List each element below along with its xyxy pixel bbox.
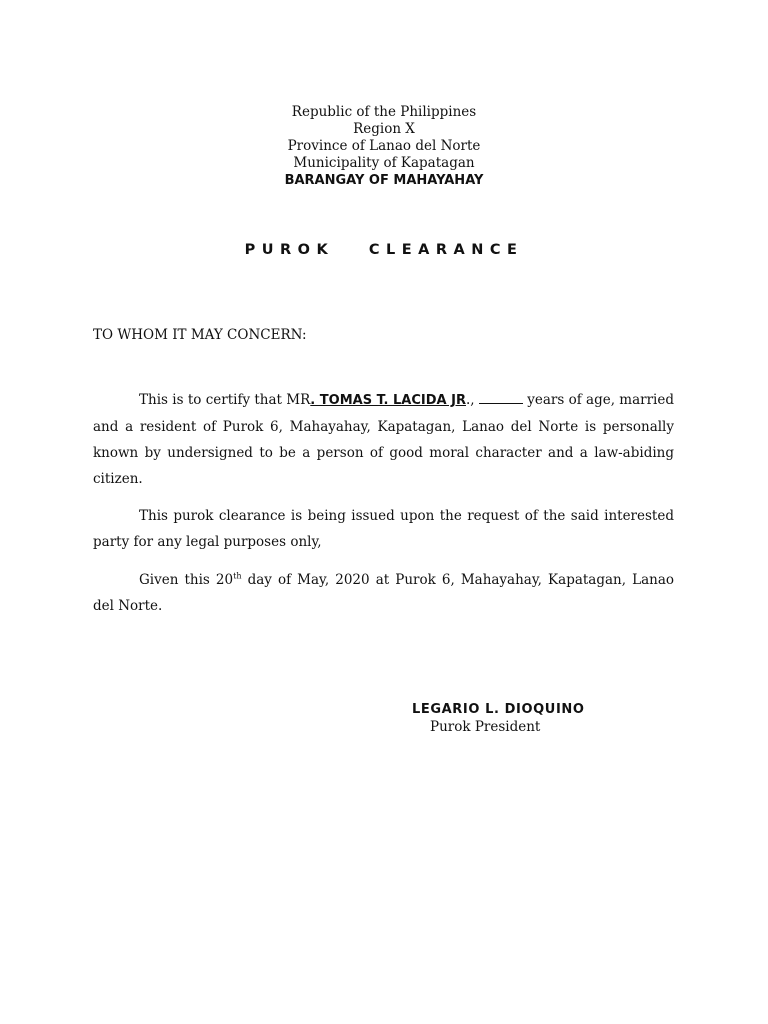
signatory-title: Purok President	[430, 719, 541, 735]
header-region: Region X	[353, 121, 415, 137]
header-municipality: Municipality of Kapatagan	[293, 155, 475, 171]
header-province: Province of Lanao del Norte	[287, 138, 481, 154]
date-ordinal: th	[233, 571, 242, 581]
purpose-text: This purok clearance is being issued upon the request of the said interested party for any legal purposes only,	[93, 508, 674, 550]
signatory-name: LEGARIO L. DIOQUINO	[412, 702, 585, 717]
header-country: Republic of the Philippines	[291, 104, 477, 120]
date-rest: day of May, 2020 at Purok 6, Mahayahay, Kapatagan, Lanao del Norte.	[93, 572, 674, 614]
date-prefix: Given this 20	[139, 572, 234, 588]
certification-paragraph	[93, 387, 674, 492]
document-header	[0, 104, 768, 189]
date-paragraph	[93, 567, 674, 619]
subject-name: . TOMAS T. LACIDA JR	[310, 393, 466, 408]
purpose-paragraph	[93, 503, 674, 555]
certify-body: years of age, married and a resident of Purok 6, Mahayahay, Kapatagan, Lanao del Norte is personally known by undersigned to be a person of good moral character and a law-abiding citizen.	[93, 392, 675, 487]
header-barangay: BARANGAY OF MAHAYAHAY	[284, 173, 484, 188]
name-punctuation: .,	[465, 392, 479, 408]
age-blank-line	[479, 393, 523, 404]
salutation: TO WHOM IT MAY CONCERN:	[93, 327, 307, 343]
document-title: PUROK CLEARANCE	[244, 242, 524, 258]
certify-prefix: This is to certify that MR	[139, 392, 311, 408]
